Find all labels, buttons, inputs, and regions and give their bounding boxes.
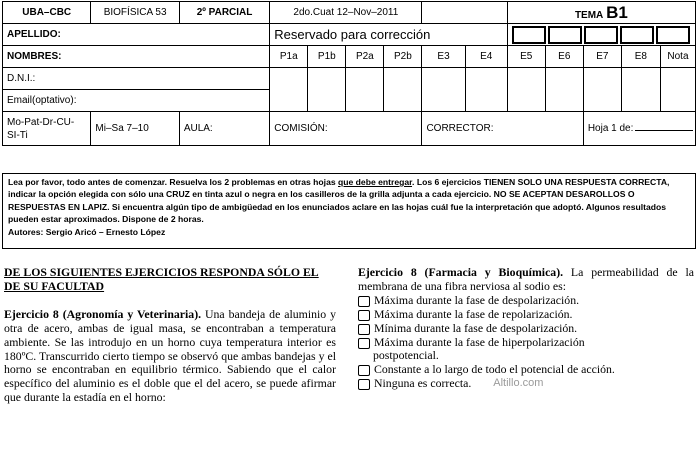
hoja-label: Hoja 1 de:	[587, 123, 634, 134]
instructions-underlined: que debe entregar	[338, 177, 413, 187]
grade-cell[interactable]	[465, 68, 507, 112]
option-label: Máxima durante la fase de repolarización.	[374, 306, 573, 321]
hoja-line	[635, 130, 693, 131]
grade-cell[interactable]	[308, 68, 346, 112]
col-header: P1b	[308, 46, 346, 68]
instructions-text: Lea por favor, todo antes de comenzar. Resuelva los 2 problemas en otras hojas	[8, 177, 339, 187]
col-header: E5	[507, 46, 545, 68]
aula-field[interactable]: AULA:	[179, 112, 269, 146]
grade-cell[interactable]	[660, 68, 695, 112]
exercise-title: Ejercicio 8 (Agronomía y Veterinaria).	[4, 306, 202, 321]
reserved-box	[548, 26, 582, 44]
grade-cell[interactable]	[384, 68, 422, 112]
exercise-statement: Una bandeja de aluminio y otra de acero, ambas de igual masa, se encontraban a temperatura ambiente. Se las introdujo en un horno cuya temperatura interior es 180ºC. Transcurrido cierto tiempo se observó que ambas bandejas y el horno se encontraban en equilibrio térmico. Sabiendo que el calor específico del aluminio es el doble que el del acero, se puede afirmar que durante la estadía en el horno:	[4, 306, 336, 405]
tema-code: B1	[606, 2, 628, 22]
tema-label: TEMA	[574, 9, 604, 21]
exercise-farmacia	[358, 266, 694, 294]
answer-option[interactable]	[358, 322, 694, 336]
header-spacer	[422, 2, 507, 24]
reserved-boxes	[507, 24, 695, 46]
col-header: E8	[621, 46, 660, 68]
reserved-box	[656, 26, 690, 44]
days-label: Mo-Pat-Dr-CU-SI-Ti	[3, 112, 91, 146]
option-label: Máxima durante la fase de hiperpolarización	[374, 334, 585, 349]
university-label: UBA–CBC	[3, 2, 91, 24]
grade-cell[interactable]	[621, 68, 660, 112]
exam-date: 2do.Cuat 12–Nov–2011	[270, 2, 422, 24]
col-header: E3	[422, 46, 465, 68]
grade-cell[interactable]	[270, 68, 308, 112]
col-header: P2b	[384, 46, 422, 68]
reserved-box	[620, 26, 654, 44]
dni-field[interactable]: D.N.I.:	[3, 68, 270, 90]
option-label: Ninguna es correcta.	[374, 376, 472, 391]
col-header: P1a	[270, 46, 308, 68]
col-header: E6	[545, 46, 583, 68]
tema-cell	[507, 2, 695, 24]
grade-cell[interactable]	[507, 68, 545, 112]
course-label: BIOFÍSICA 53	[91, 2, 179, 24]
right-column	[358, 266, 694, 391]
instructions-text-cont: . Los 6 ejercicios TIENEN SOLO UNA RESPUESTA CORRECTA, indicar la opción elegida con sólo una CRUZ en tinta azul o negra en los casilleros de la grilla adjunta a cada ejercicio. NO SE ACEPTAN DESAROLLOS O RESPUESTAS EN LAPIZ. Si encuentra algún tipo de ambigüedad en los enunciados aclare en las hojas cuál fue la interpretación que adoptó. Algunos resultados pueden estar aproximados. Dispone de 2 horas.	[8, 177, 670, 225]
corrector-field[interactable]: CORRECTOR:	[422, 112, 583, 146]
col-header: E4	[465, 46, 507, 68]
col-header: E7	[583, 46, 621, 68]
faculty-heading: DE LOS SIGUIENTES EJERCICIOS RESPONDA SÓLO EL DE SU FACULTAD	[4, 265, 319, 293]
schedule-label: Mi–Sa 7–10	[91, 112, 179, 146]
answer-option[interactable]	[358, 336, 694, 350]
col-header: P2a	[346, 46, 384, 68]
reserved-label: Reservado para corrección	[270, 24, 507, 46]
exercise-title: Ejercicio 8 (Farmacia y Bioquímica).	[358, 265, 564, 279]
grade-cell[interactable]	[346, 68, 384, 112]
checkbox-icon[interactable]	[358, 365, 370, 376]
left-column	[4, 266, 336, 405]
email-field[interactable]: Email(optativo):	[3, 90, 270, 112]
grade-cell[interactable]	[422, 68, 465, 112]
reserved-box	[512, 26, 546, 44]
checkbox-icon[interactable]	[358, 310, 370, 321]
answer-option[interactable]	[358, 363, 694, 377]
instructions-box	[2, 173, 696, 249]
col-header: Nota	[660, 46, 695, 68]
grade-cell[interactable]	[583, 68, 621, 112]
checkbox-icon[interactable]	[358, 338, 370, 349]
grade-cell[interactable]	[545, 68, 583, 112]
answer-option[interactable]	[358, 377, 694, 391]
reserved-box	[584, 26, 618, 44]
exercise-statement: La permeabilidad de la membrana de una fibra nerviosa al sodio es:	[358, 265, 694, 293]
watermark: Altillo.com	[493, 377, 544, 390]
instructions-authors: Autores: Sergio Aricó – Ernesto López	[8, 226, 166, 237]
hoja-field[interactable]	[583, 112, 695, 146]
exercise-agronomia	[4, 308, 336, 405]
exam-label: 2º PARCIAL	[179, 2, 269, 24]
nombres-field[interactable]: NOMBRES:	[3, 46, 270, 68]
option-continuation: postpotencial.	[373, 348, 439, 363]
option-label: Mínima durante la fase de despolarización.	[374, 320, 578, 335]
comision-field[interactable]: COMISIÓN:	[270, 112, 422, 146]
checkbox-icon[interactable]	[358, 296, 370, 307]
answer-option[interactable]	[358, 294, 694, 308]
exam-header-table	[2, 1, 696, 146]
checkbox-icon[interactable]	[358, 324, 370, 335]
apellido-field[interactable]: APELLIDO:	[3, 24, 270, 46]
option-label: Máxima durante la fase de despolarización.	[374, 292, 580, 307]
checkbox-icon[interactable]	[358, 379, 370, 390]
answer-option[interactable]	[358, 308, 694, 322]
option-label: Constante a lo largo de todo el potencial de acción.	[374, 362, 615, 377]
